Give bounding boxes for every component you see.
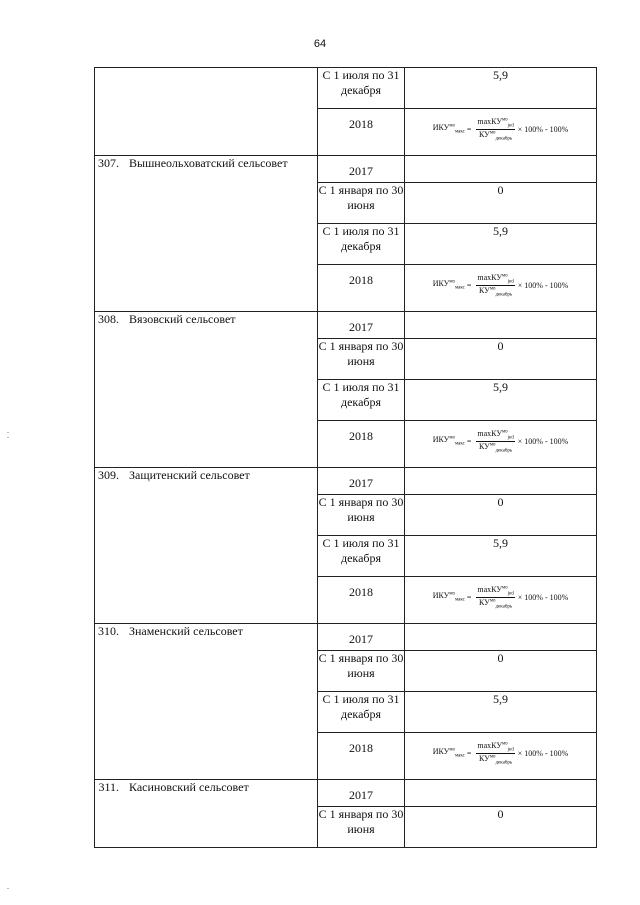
formula-lhs-sub: макс: [454, 441, 465, 447]
settlement-name: Знаменский сельсовет: [129, 624, 243, 638]
formula-numerator: [476, 273, 514, 286]
value-cell: [405, 624, 597, 651]
formula-lhs-main: ИКУ: [432, 279, 450, 289]
formula-equals: =: [466, 124, 472, 134]
formula-den-main: КУ: [478, 441, 490, 451]
rates-table: [94, 67, 597, 848]
formula-cell: [405, 577, 597, 624]
period-cell: С 1 января по 30 июня: [318, 339, 405, 380]
value-cell: 5,9: [405, 692, 597, 733]
formula-num-sub: jed: [507, 747, 514, 753]
formula-lhs-main: ИКУ: [432, 123, 450, 133]
formula-num-main: maxКУ: [477, 585, 502, 594]
formula-num-main: maxКУ: [477, 117, 502, 126]
formula-num-sub: jed: [507, 591, 514, 597]
formula-lhs: [433, 123, 465, 135]
formula-num-main: maxКУ: [477, 273, 502, 282]
period-cell: С 1 июля по 31 декабря: [318, 68, 405, 109]
formula-num-main: maxКУ: [477, 741, 502, 750]
table-row: [95, 156, 597, 183]
period-cell: 2018: [318, 733, 405, 780]
period-cell: 2017: [318, 780, 405, 807]
value-cell: 0: [405, 807, 597, 848]
formula-lhs-sub: макс: [454, 285, 465, 291]
formula-numerator: [476, 741, 514, 754]
scan-artifact: [7, 432, 9, 433]
formula-lhs-main: ИКУ: [432, 435, 450, 445]
formula-den-main: КУ: [478, 129, 490, 139]
formula-lhs-main: ИКУ: [432, 591, 450, 601]
formula-lhs: [433, 591, 465, 603]
settlement-cell: [95, 780, 318, 848]
formula-num-sup: мо: [502, 741, 508, 747]
table-row: [95, 780, 597, 807]
index-formula: [405, 733, 596, 765]
formula-numerator: [476, 585, 514, 598]
settlement-name: Вязовский сельсовет: [129, 312, 236, 326]
period-cell: 2017: [318, 312, 405, 339]
formula-lhs-main: ИКУ: [432, 747, 450, 757]
formula-den-sup: мо: [489, 441, 496, 447]
formula-num-sup: мо: [502, 273, 508, 279]
formula-num-main: maxКУ: [477, 429, 502, 438]
value-cell: 5,9: [405, 68, 597, 109]
formula-denominator: [478, 130, 513, 142]
formula-num-sup: мо: [502, 429, 508, 435]
value-cell: [405, 156, 597, 183]
value-cell: 5,9: [405, 224, 597, 265]
formula-lhs-sub: макс: [454, 129, 465, 135]
table-row: [95, 68, 597, 109]
formula-den-sup: мо: [489, 129, 496, 135]
formula-den-main: КУ: [478, 753, 490, 763]
formula-num-sub: jed: [507, 279, 514, 285]
scan-artifact: [7, 437, 9, 438]
row-number: 307.: [98, 156, 119, 170]
table-row: [95, 624, 597, 651]
value-cell: 5,9: [405, 380, 597, 421]
settlement-name: Касиновский сельсовет: [129, 780, 249, 794]
row-number: 310.: [98, 624, 119, 638]
formula-numerator: [476, 117, 514, 130]
formula-denominator: [478, 442, 513, 454]
formula-den-sub: декабрь: [495, 448, 513, 454]
formula-tail: × 100% - 100%: [517, 748, 569, 758]
formula-den-main: КУ: [478, 597, 490, 607]
formula-lhs-sub: макс: [454, 597, 465, 603]
table-row: [95, 312, 597, 339]
period-cell: 2018: [318, 577, 405, 624]
formula-fraction: [476, 117, 514, 141]
formula-tail: × 100% - 100%: [517, 280, 569, 290]
period-cell: С 1 июля по 31 декабря: [318, 536, 405, 577]
formula-fraction: [476, 741, 514, 765]
value-cell: [405, 468, 597, 495]
formula-den-sub: декабрь: [495, 760, 513, 766]
formula-cell: [405, 733, 597, 780]
formula-num-sub: jed: [507, 123, 514, 129]
formula-num-sup: мо: [502, 585, 508, 591]
value-cell: 0: [405, 183, 597, 224]
page-number: 64: [313, 38, 327, 50]
formula-equals: =: [466, 592, 472, 602]
formula-tail: × 100% - 100%: [517, 124, 569, 134]
settlement-cell: [95, 156, 318, 312]
period-cell: С 1 июля по 31 декабря: [318, 692, 405, 733]
settlement-cell: [95, 468, 318, 624]
formula-den-sup: мо: [489, 597, 496, 603]
period-cell: 2018: [318, 109, 405, 156]
formula-lhs-sub: макс: [454, 753, 465, 759]
period-cell: С 1 января по 30 июня: [318, 651, 405, 692]
formula-lhs: [433, 435, 465, 447]
settlement-cell: [95, 624, 318, 780]
period-cell: 2018: [318, 421, 405, 468]
formula-num-sub: jed: [507, 435, 514, 441]
formula-den-sub: декабрь: [495, 136, 513, 142]
formula-denominator: [478, 286, 513, 298]
row-number: 311.: [98, 780, 119, 794]
formula-lhs: [433, 747, 465, 759]
formula-cell: [405, 265, 597, 312]
period-cell: С 1 июля по 31 декабря: [318, 380, 405, 421]
period-cell: 2017: [318, 468, 405, 495]
value-cell: 0: [405, 651, 597, 692]
value-cell: 0: [405, 495, 597, 536]
formula-equals: =: [466, 280, 472, 290]
value-cell: [405, 780, 597, 807]
formula-lhs-sup: мо: [449, 747, 455, 753]
formula-den-sub: декабрь: [495, 292, 513, 298]
value-cell: [405, 312, 597, 339]
formula-numerator: [476, 429, 514, 442]
formula-cell: [405, 109, 597, 156]
formula-equals: =: [466, 436, 472, 446]
formula-lhs: [433, 279, 465, 291]
index-formula: [405, 577, 596, 609]
formula-fraction: [476, 585, 514, 609]
formula-lhs-sup: мо: [449, 591, 455, 597]
settlement-name: Вышнеольховатский сельсовет: [129, 156, 288, 170]
formula-lhs-sup: мо: [449, 435, 455, 441]
scan-artifact: [7, 888, 9, 889]
formula-denominator: [478, 754, 513, 766]
formula-fraction: [476, 273, 514, 297]
index-formula: [405, 421, 596, 453]
period-cell: С 1 января по 30 июня: [318, 183, 405, 224]
period-cell: 2017: [318, 156, 405, 183]
formula-tail: × 100% - 100%: [517, 436, 569, 446]
table-row: [95, 468, 597, 495]
index-formula: [405, 265, 596, 297]
value-cell: 0: [405, 339, 597, 380]
row-number: 308.: [98, 312, 119, 326]
formula-den-main: КУ: [478, 285, 490, 295]
period-cell: С 1 января по 30 июня: [318, 807, 405, 848]
value-cell: 5,9: [405, 536, 597, 577]
index-formula: [405, 109, 596, 141]
formula-fraction: [476, 429, 514, 453]
formula-num-sup: мо: [502, 117, 508, 123]
formula-denominator: [478, 598, 513, 610]
period-cell: 2017: [318, 624, 405, 651]
settlement-cell: [95, 312, 318, 468]
formula-den-sup: мо: [489, 285, 496, 291]
row-number: 309.: [98, 468, 119, 482]
formula-den-sub: декабрь: [495, 604, 513, 610]
formula-cell: [405, 421, 597, 468]
formula-equals: =: [466, 748, 472, 758]
formula-den-sup: мо: [489, 753, 496, 759]
period-cell: С 1 января по 30 июня: [318, 495, 405, 536]
settlement-cell: [95, 68, 318, 156]
formula-tail: × 100% - 100%: [517, 592, 569, 602]
period-cell: С 1 июля по 31 декабря: [318, 224, 405, 265]
formula-lhs-sup: мо: [449, 279, 455, 285]
period-cell: 2018: [318, 265, 405, 312]
settlement-name: Защитенский сельсовет: [129, 468, 250, 482]
formula-lhs-sup: мо: [449, 123, 455, 129]
